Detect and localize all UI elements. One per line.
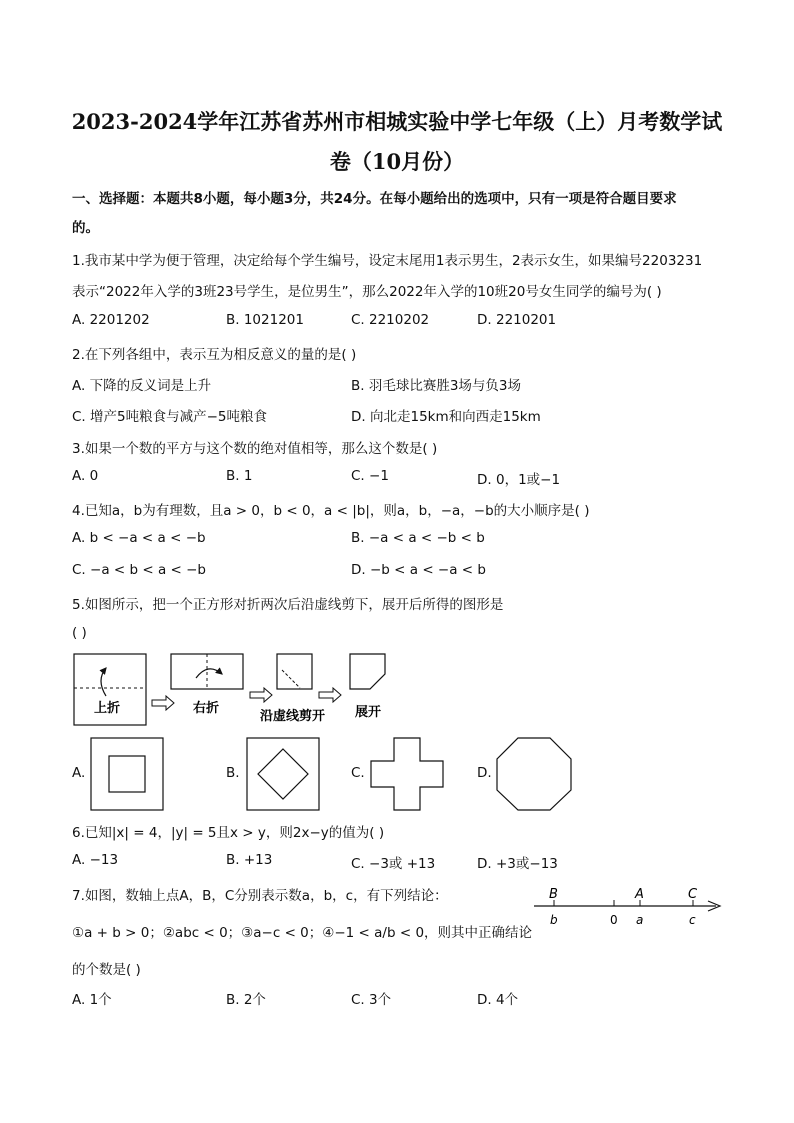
step-label-up: 上折: [94, 701, 121, 716]
value-c-label: c: [689, 913, 696, 927]
q3-stem: 3.如果一个数的平方与这个数的绝对值相等，那么这个数是( ): [72, 441, 438, 457]
q5-figure-a: [90, 737, 164, 811]
q7-stem-2: ①a + b > 0；②abc < 0；③a−c < 0；④−1 < a/b < 0，则其中正确结论: [72, 925, 533, 941]
q1-stem-2: 表示“2022年入学的3班23号学生，是位男生”，那么2022年入学的10班20号女生同学的编号为( ): [72, 284, 662, 300]
q7-stem-1: 7.如图，数轴上点A，B，C分别表示数a，b，c，有下列结论：: [72, 888, 448, 904]
q7-option-c: C. 3个: [351, 992, 392, 1008]
q4-stem: 4.已知a，b为有理数，且a > 0，b < 0，a < |b|，则a，b，−a，−b的大小顺序是( ): [72, 503, 590, 519]
q4-option-b: B. −a < a < −b < b: [351, 530, 485, 546]
step-label-right: 右折: [193, 701, 220, 716]
q1-option-c: C. 2210202: [351, 312, 430, 328]
q5-option-c: C.: [351, 765, 365, 781]
point-b-label: B: [549, 887, 558, 902]
section-heading: 一、选择题：本题共8小题，每小题3分，共24分。在每小题给出的选项中，只有一项是符合题目要求: [72, 191, 677, 207]
q1-option-a: A. 2201202: [72, 312, 150, 328]
q6-option-d: D. +3或−13: [477, 856, 558, 872]
q5-figure-b: [246, 737, 320, 811]
q4-option-c: C. −a < b < a < −b: [72, 562, 206, 578]
q5-option-b: B.: [226, 765, 240, 781]
q4-option-a: A. b < −a < a < −b: [72, 530, 206, 546]
step-label-unfold: 展开: [355, 705, 382, 720]
point-c-label: C: [688, 887, 698, 902]
q7-option-b: B. 2个: [226, 992, 266, 1008]
q1-option-b: B. 1021201: [226, 312, 304, 328]
q1-option-d: D. 2210201: [477, 312, 557, 328]
section-heading-cont: 的。: [72, 220, 99, 236]
q5-figure-d: [496, 737, 572, 811]
q5-option-a: A.: [72, 765, 86, 781]
q2-option-d: D. 向北走15km和向西走15km: [351, 409, 541, 425]
value-zero-label: 0: [610, 913, 618, 927]
exam-title-line2: 卷（10月份）: [329, 149, 465, 174]
q3-option-d: D. 0，1或−1: [477, 472, 561, 488]
q3-option-a: A. 0: [72, 468, 99, 484]
step-label-cut: 沿虚线剪开: [260, 709, 326, 724]
folding-diagram: [70, 650, 400, 730]
q6-option-b: B. +13: [226, 852, 273, 868]
value-a-label: a: [636, 913, 644, 927]
q6-option-a: A. −13: [72, 852, 119, 868]
q1-stem-1: 1.我市某中学为便于管理，决定给每个学生编号，设定末尾用1表示男生，2表示女生，如果编号2203231: [72, 253, 703, 269]
q7-option-a: A. 1个: [72, 992, 112, 1008]
q6-option-c: C. −3或 +13: [351, 856, 436, 872]
q2-stem: 2.在下列各组中，表示互为相反意义的量的是( ): [72, 347, 357, 363]
q3-option-c: C. −1: [351, 468, 389, 484]
q6-stem: 6.已知|x| = 4，|y| = 5且x > y，则2x−y的值为( ): [72, 825, 385, 841]
q3-option-b: B. 1: [226, 468, 253, 484]
q5-option-d: D.: [477, 765, 492, 781]
q5-paren: ( ): [72, 625, 87, 641]
q4-option-d: D. −b < a < −a < b: [351, 562, 486, 578]
q5-figure-c: [370, 737, 444, 811]
number-line: [530, 884, 725, 930]
q7-stem-3: 的个数是( ): [72, 962, 141, 978]
q5-stem: 5.如图所示，把一个正方形对折两次后沿虚线剪下，展开后所得的图形是: [72, 597, 504, 613]
q2-option-b: B. 羽毛球比赛胜3场与负3场: [351, 378, 522, 394]
q2-option-c: C. 增产5吨粮食与减产−5吨粮食: [72, 409, 267, 425]
point-a-label: A: [635, 887, 644, 902]
q2-option-a: A. 下降的反义词是上升: [72, 378, 212, 394]
q7-option-d: D. 4个: [477, 992, 519, 1008]
exam-title-line1: 2023-2024学年江苏省苏州市相城实验中学七年级（上）月考数学试: [71, 109, 723, 134]
value-b-label: b: [550, 913, 558, 927]
